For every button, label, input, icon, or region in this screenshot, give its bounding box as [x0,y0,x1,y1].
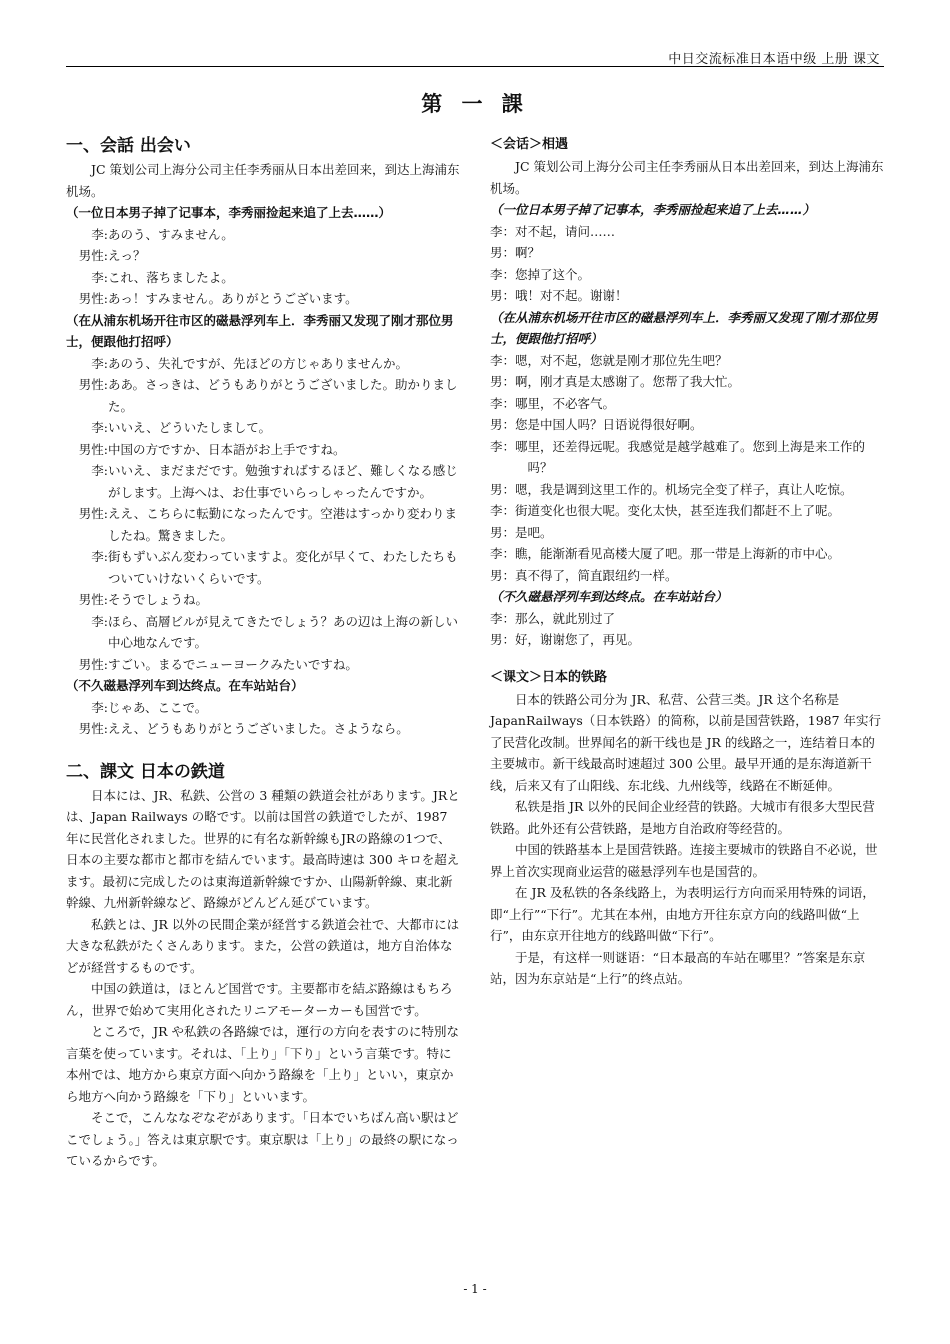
speaker-label: 李: [91,269,108,285]
stage-direction: （不久磁悬浮列车到达终点。在车站站台） [490,589,728,604]
dialogue-line [490,436,886,479]
conversation-intro: JC 策划公司上海分公司主任李秀丽从日本出差回来，到达上海浦东机场。 [66,162,460,199]
line-text: 对不起，请问…… [515,223,616,239]
paragraph: 日本には、JR、私鉄、公営の 3 種類の鉄道会社があります。JRとは、Japan Railways の略です。以前は国営の鉄道でしたが、1987 年に民営化されました。世界的に有名な新幹線もJRの路線の1つで、日本の主要な都市と都市を結んでいます。最高時速は 300 キロを超えます。最初に完成したのは東海道新幹線ですか、山陽新幹線、東北新幹線、九州新幹線など、路線がどんどん延びています。 [66,787,460,910]
conversation-heading: 一、会話 出会い [66,136,191,156]
chinese-column [490,134,886,990]
conversation-heading: ＜会话＞相遇 [490,137,569,152]
line-text: じゃあ、ここで。 [108,699,208,715]
speaker-label: 李： [490,546,516,561]
line-text: 啊，刚才真是太感谢了。您帮了我大忙。 [515,374,741,389]
line-text: 您是中国人吗？日语说得很好啊。 [515,417,703,432]
paragraph: 中国の鉄道は，ほとんど国営です。主要都市を結ぶ路線はもちろん，世界で始めて実用化されたリニアモーターカーも国営です。 [66,981,453,1018]
speaker-label: 男性: [78,441,108,457]
dialogue-line [490,242,886,264]
dialogue-line [66,503,461,546]
dialogue-block [490,608,886,651]
dialogue-block [66,697,461,740]
speaker-label: 李： [490,438,516,454]
lesson-title: 第 一 課 [421,91,529,116]
line-text: えっ？ [108,248,146,263]
paragraph: ところで，JR や私鉄の各路線では，運行の方向を表すのに特別な言葉を使っています。それは、「上り」「下り」という言葉です。特に本州では、地方から東京方面へ向かう路線を「上り」といい，東京から地方へ向かう路線を「下り」といいます。 [66,1024,460,1104]
line-text: 好，谢谢您了，再见。 [515,632,641,647]
speaker-label: 男： [490,288,516,303]
dialogue-line [66,546,461,589]
line-text: そうでしょうね。 [108,592,209,607]
dialogue-line [66,611,461,654]
dialogue-line [490,500,886,522]
speaker-label: 李： [490,266,516,282]
dialogue-line [490,543,886,565]
text-heading: ＜课文＞日本的铁路 [490,669,608,685]
dialogue-line [66,439,461,461]
dialogue-line [66,288,461,310]
speaker-label: 男： [490,417,516,432]
dialogue-line [490,393,886,415]
speaker-label: 男： [490,245,516,260]
line-text: ほら、高層ビルが見えてきたでしょう？あの辺は上海の新しい中心地なんです。 [108,613,459,650]
line-text: 嗯，我是调到这里工作的。机场完全变了样子，真让人吃惊。 [515,481,853,497]
dialogue-line [490,414,886,436]
dialogue-line [490,565,886,587]
dialogue-line [490,264,886,286]
paragraph: 私铁是指 JR 以外的民间企业经营的铁路。大城市有很多大型民营铁路。此外还有公营铁路，是地方自治政府等经营的。 [490,799,875,836]
speaker-label: 李： [490,395,516,411]
line-text: ええ、どうもありがとうございました。さようなら。 [108,721,409,736]
dialogue-line [66,353,461,375]
speaker-label: 男性: [78,506,108,521]
running-header: 中日交流标准日本语中级 上册 课文 [668,52,880,67]
line-text: すごい。まるでニューヨークみたいですね。 [108,656,358,672]
line-text: あのう、すみません。 [108,226,234,242]
japanese-column [66,134,461,1172]
dialogue-line [490,608,886,630]
dialogue-block [490,350,886,587]
line-text: いいえ、どういたしまして。 [108,420,272,435]
line-text: ああ。さっきは、どうもありがとうございました。助かりました。 [108,377,458,414]
dialogue-line [66,589,461,611]
paragraph: 在 JR 及私铁的各条线路上，为表明运行方向而采用特殊的词语，即“上行”“下行”。尤其在本州，由地方开往东京方向的线路叫做“上行”，由东京开往地方的线路叫做“下行”。 [490,885,875,943]
stage-direction: （一位日本男子掉了记事本，李秀丽捡起来追了上去……） [490,202,816,217]
speaker-label: 男性: [78,291,108,306]
paragraph: 私鉄とは、JR 以外の民間企業が経営する鉄道会社で、大都市には大きな私鉄がたくさんあります。また，公営の鉄道は，地方自治体などが経営するものです。 [66,916,460,975]
paragraph: 中国的铁路基本上是国营铁路。连接主要城市的铁路自不必说，世界上首次实现商业运营的磁悬浮列车也是国营的。 [490,842,878,879]
stage-direction: （在从浦东机场开往市区的磁悬浮列车上．李秀丽又发现了刚才那位男士，便跟他打招呼） [66,312,454,349]
speaker-label: 男性: [78,248,108,263]
dialogue-line [66,654,461,676]
line-text: 啊？ [515,245,541,260]
line-text: 哦！对不起。谢谢！ [515,288,628,303]
line-text: 瞧，能渐渐看见高楼大厦了吧。那一带是上海新的市中心。 [515,546,841,561]
speaker-label: 李: [91,699,108,715]
line-text: いいえ、まだまだです。勉強すればするほど、難しくなる感じがします。上海へは、お仕事でいらっしゃったんですか。 [108,463,458,500]
dialogue-line [66,267,461,289]
line-text: 中国の方ですか、日本語がお上手ですね。 [108,441,346,457]
speaker-label: 男性: [78,721,108,736]
speaker-label: 李: [91,613,108,629]
dialogue-line [490,479,886,501]
dialogue-line [66,224,461,246]
line-text: 真不得了，简直跟纽约一样。 [515,567,678,583]
speaker-label: 李: [91,226,108,242]
speaker-label: 男： [490,374,516,389]
line-text: 街道变化也很大呢。变化太快，甚至连我们都赶不上了呢。 [515,503,841,518]
speaker-label: 李： [490,610,516,626]
line-text: 街もずいぶん変わっていますよ。変化が早くて、わたしたちもついていけないくらいです。 [108,549,458,586]
page-number: - 1 - [463,1282,487,1296]
speaker-label: 男： [490,632,516,647]
line-text: 哪里，还差得远呢。我感觉是越学越难了。您到上海是来工作的吗？ [515,438,866,475]
line-text: これ、落ちましたよ。 [108,269,234,285]
dialogue-line [66,245,461,267]
line-text: 哪里，不必客气。 [515,395,616,411]
line-text: あっ！すみません。ありがとうございます。 [108,291,358,306]
dialogue-line [490,522,886,544]
speaker-label: 男性: [78,377,108,392]
dialogue-line [66,417,461,439]
speaker-label: 男： [490,481,516,497]
stage-direction: （一位日本男子掉了记事本，李秀丽捡起来追了上去……） [66,205,392,220]
speaker-label: 李: [91,463,108,478]
dialogue-line [66,460,461,503]
speaker-label: 李: [91,355,108,371]
speaker-label: 李: [91,549,108,564]
line-text: 那么，就此别过了 [515,610,616,626]
speaker-label: 男： [490,524,516,540]
dialogue-line [490,350,886,372]
dialogue-block [490,221,886,307]
speaker-label: 男性: [78,592,108,607]
text-body [490,689,886,990]
dialogue-line [66,718,461,740]
text-body [66,785,461,1172]
speaker-label: 李： [490,352,516,368]
paragraph: 日本的铁路公司分为 JR、私营、公营三类。JR 这个名称是 JapanRailways（日本铁路）的简称，以前是国营铁路，1987 年实行了民营化改制。世界闻名的新干线也是 JR 的线路之一，连结着日本的主要城市。新干线最高时速超过 300 公里。最早开通的是东海道新干线，后来又有了山阳线、东北线、九州线等，线路在不断延伸。 [490,691,882,793]
stage-direction: （不久磁悬浮列车到达终点。在车站站台） [66,678,304,693]
paragraph: 于是，有这样一则谜语：“日本最高的车站在哪里？”答案是东京站，因为东京站是“上行”的终点站。 [490,949,866,986]
dialogue-line [490,221,886,243]
dialogue-line [490,371,886,393]
text-heading: 二、課文 日本の鉄道 [66,761,225,782]
line-text: 您掉了这个。 [515,266,591,282]
stage-direction: （在从浦东机场开往市区的磁悬浮列车上．李秀丽又发现了刚才那位男士，便跟他打招呼） [490,309,878,346]
dialogue-block [66,353,461,676]
speaker-label: 男： [490,567,516,583]
header-rule [66,66,884,67]
speaker-label: 李: [91,420,108,435]
speaker-label: 李： [490,503,516,518]
dialogue-line [66,697,461,719]
line-text: ええ、こちらに転勤になったんです。空港はすっかり変わりましたね。驚きました。 [108,506,458,543]
dialogue-block [66,224,461,310]
conversation-intro: JC 策划公司上海分公司主任李秀丽从日本出差回来，到达上海浦东机场。 [490,159,884,196]
speaker-label: 李： [490,223,516,239]
line-text: 嗯，对不起，您就是刚才那位先生吧？ [515,352,728,368]
line-text: 是吧。 [515,524,553,540]
speaker-label: 男性: [78,656,108,672]
dialogue-line [490,629,886,651]
paragraph: そこで，こんななぞなぞがあります。「日本でいちばん高い駅はどこでしょう。」答えは東京駅です。東京駅は「上り」の最終の駅になっているからです。 [66,1110,459,1168]
dialogue-line [66,374,461,417]
line-text: あのう、失礼ですが、先ほどの方じゃありませんか。 [108,355,409,371]
dialogue-line [490,285,886,307]
